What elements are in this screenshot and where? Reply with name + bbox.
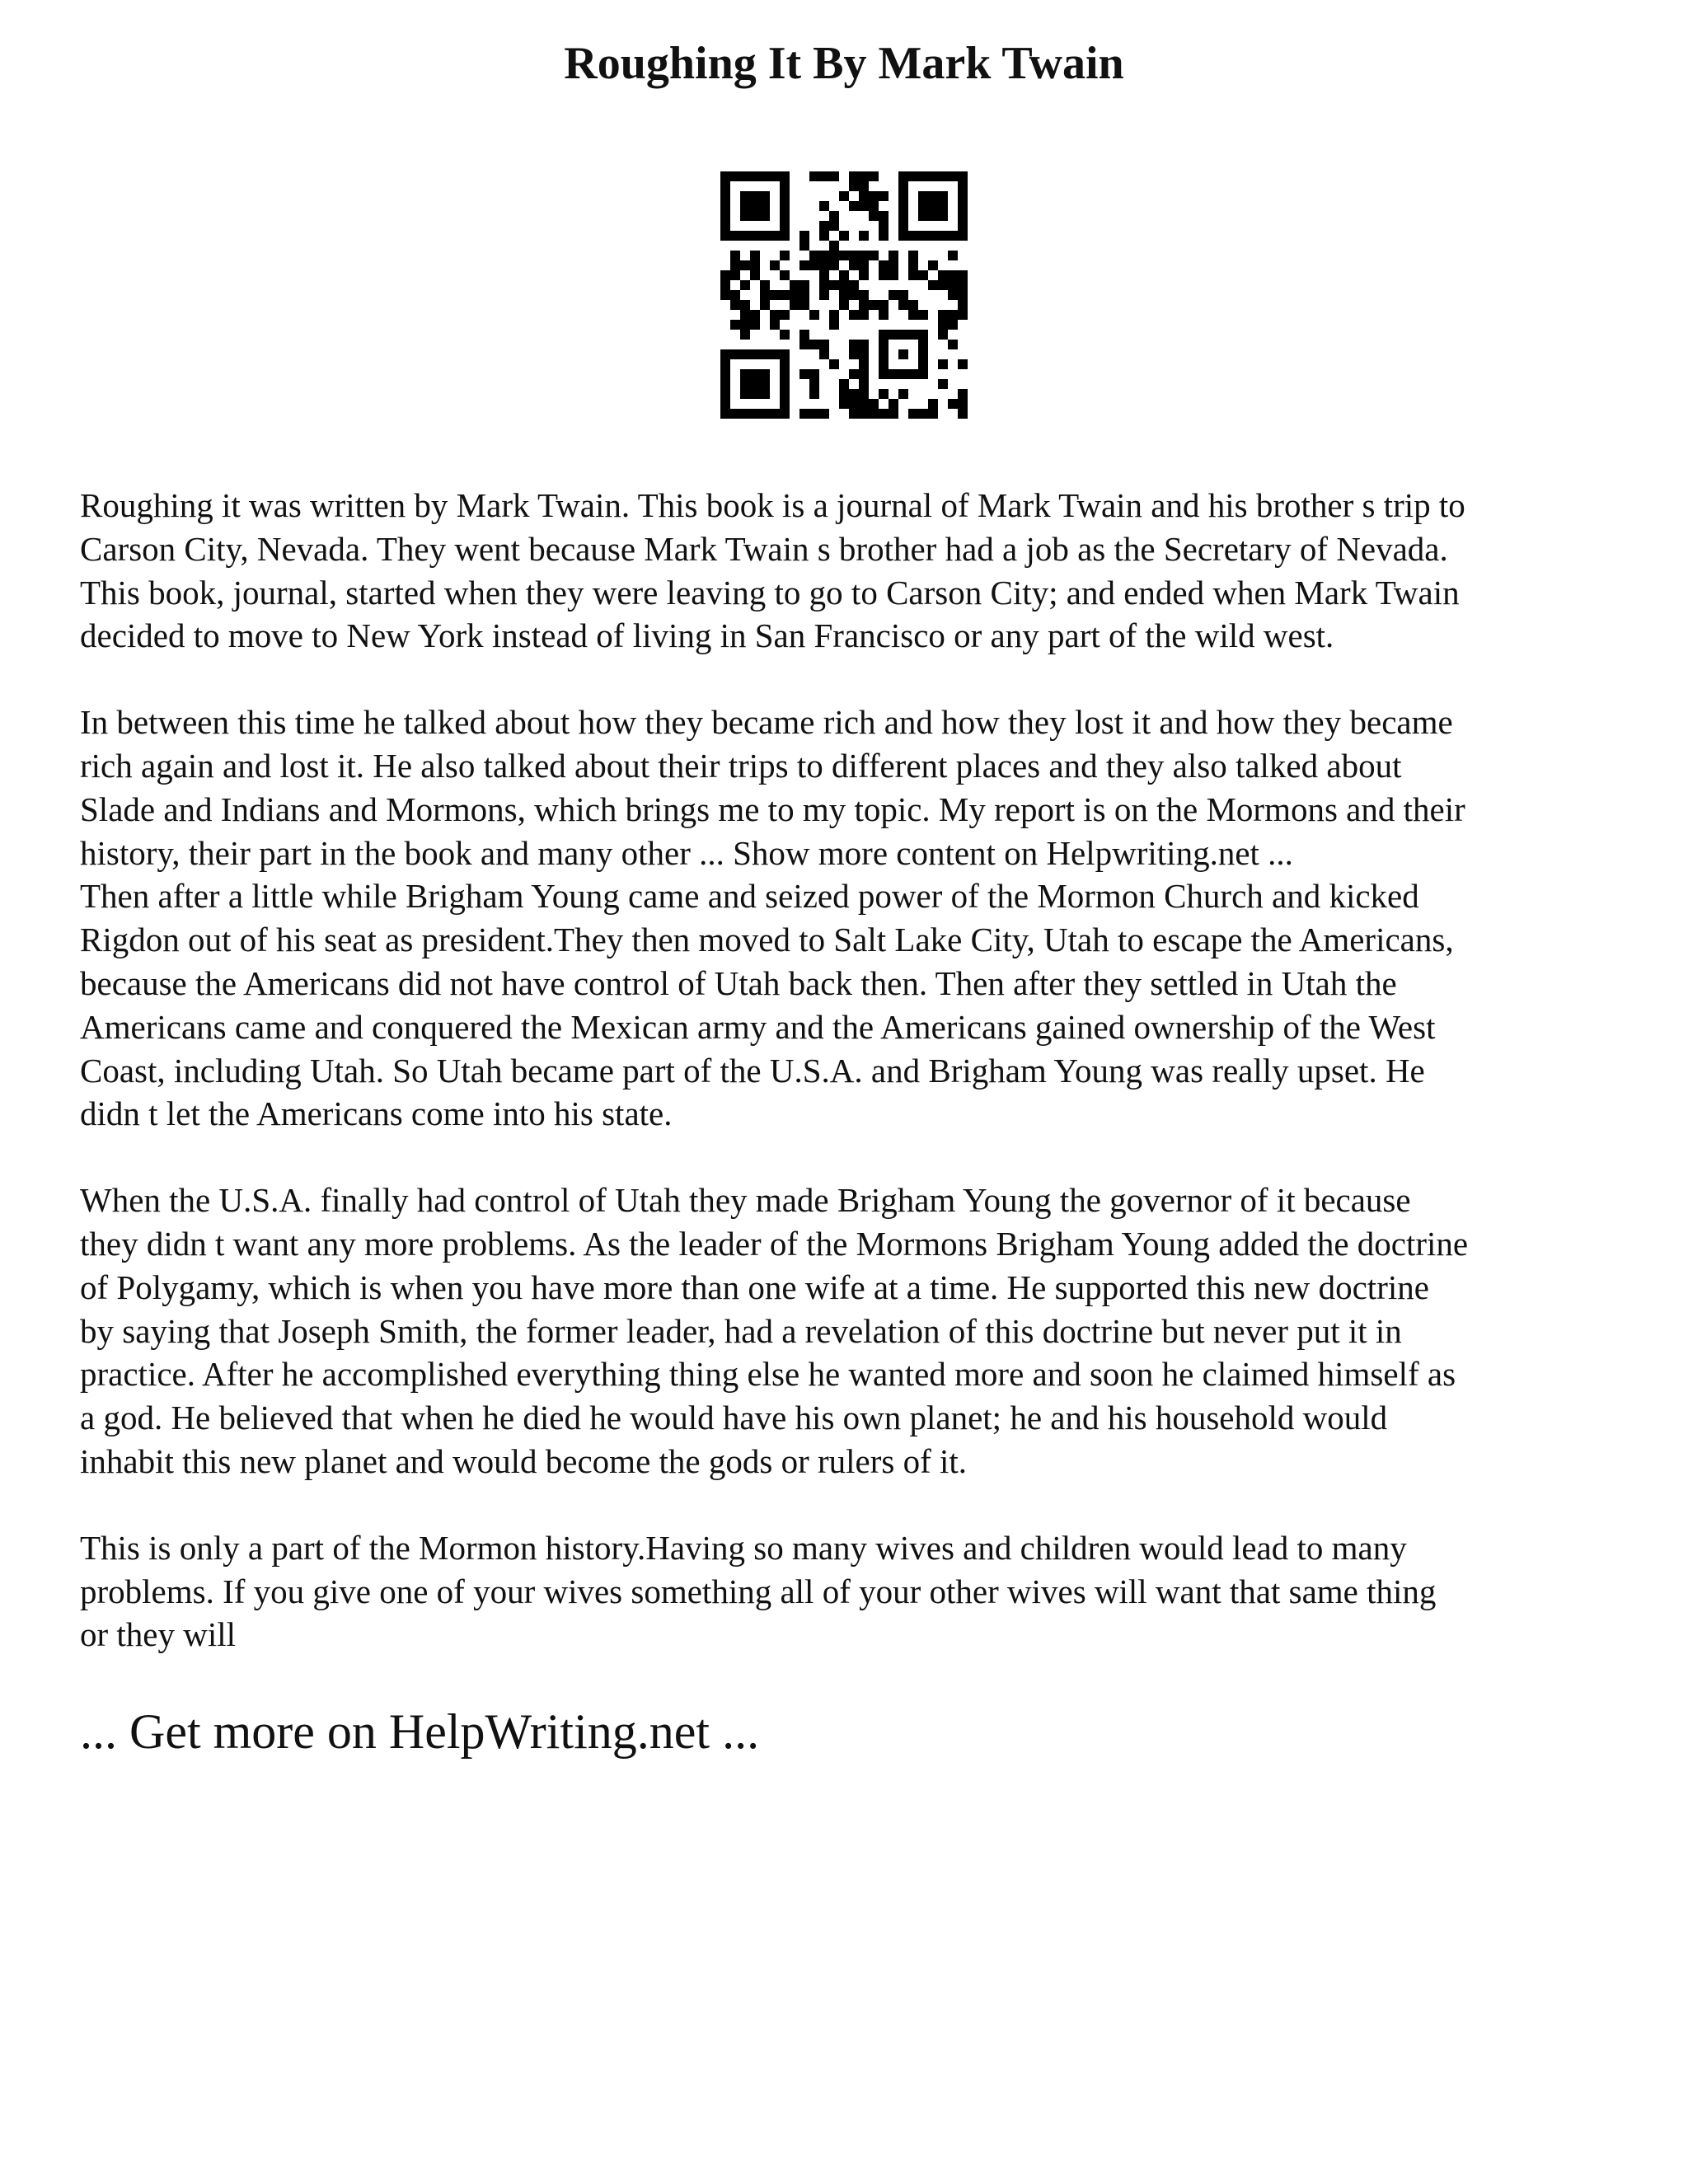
paragraph: Roughing it was written by Mark Twain. This book is a journal of Mark Twain and his brother s trip to Carson City, Nevada. They went because Mark Twain s brother had a job as the Secretary of Nevada. This book, journal, started when they were leaving to go to Carson City; and ended when Mark Twain decided to move to New York instead of living in San Francisco or any part of the wild west. (80, 486, 1465, 655)
paragraph: In between this time he talked about how they became rich and how they lost it and how they became rich again and lost it. He also talked about their trips to different places and they also talked about Slade and Indians and Mormons, which brings me to my topic. My report is on the Mormons and their history, their part in the book and many other ... Show more content on Helpwriting.net ... Then after a little while Brigham Young came and seized power of the Mormon Church and kicked Rigdon out of his seat as president.They then moved to Salt Lake City, Utah to escape the Americans, because the Americans did not have control of Utah back then. Then after they settled in Utah the Americans came and conquered the Mexican army and the Americans gained ownership of the West Coast, including Utah. So Utah became part of the U.S.A. and Brigham Young was really upset. He didn t let the Americans come into his state. (80, 703, 1465, 1133)
document-title: Roughing It By Mark Twain (564, 38, 1124, 89)
qr-code-image (720, 171, 968, 419)
paragraph: This is only a part of the Mormon history.Having so many wives and children would lead to many problems. If you give one of your wives something all of your other wives will want that same thing or they will (80, 1528, 1437, 1654)
document-body (80, 484, 1629, 1699)
get-more-link-text[interactable]: ... Get more on HelpWriting.net ... (80, 1704, 760, 1759)
paragraph: When the U.S.A. finally had control of Utah they made Brigham Young the governor of it because they didn t want any more problems. As the leader of the Mormons Brigham Young added the doctrine of Polygamy, which is when you have more than one wife at a time. He supported this new doctrine by saying that Joseph Smith, the former leader, had a revelation of this doctrine but never put it in practice. After he accomplished everything thing else he wanted more and soon he claimed himself as a god. He believed that when he died he would have his own planet; he and his household would inhabit this new planet and would become the gods or rulers of it. (80, 1181, 1469, 1480)
